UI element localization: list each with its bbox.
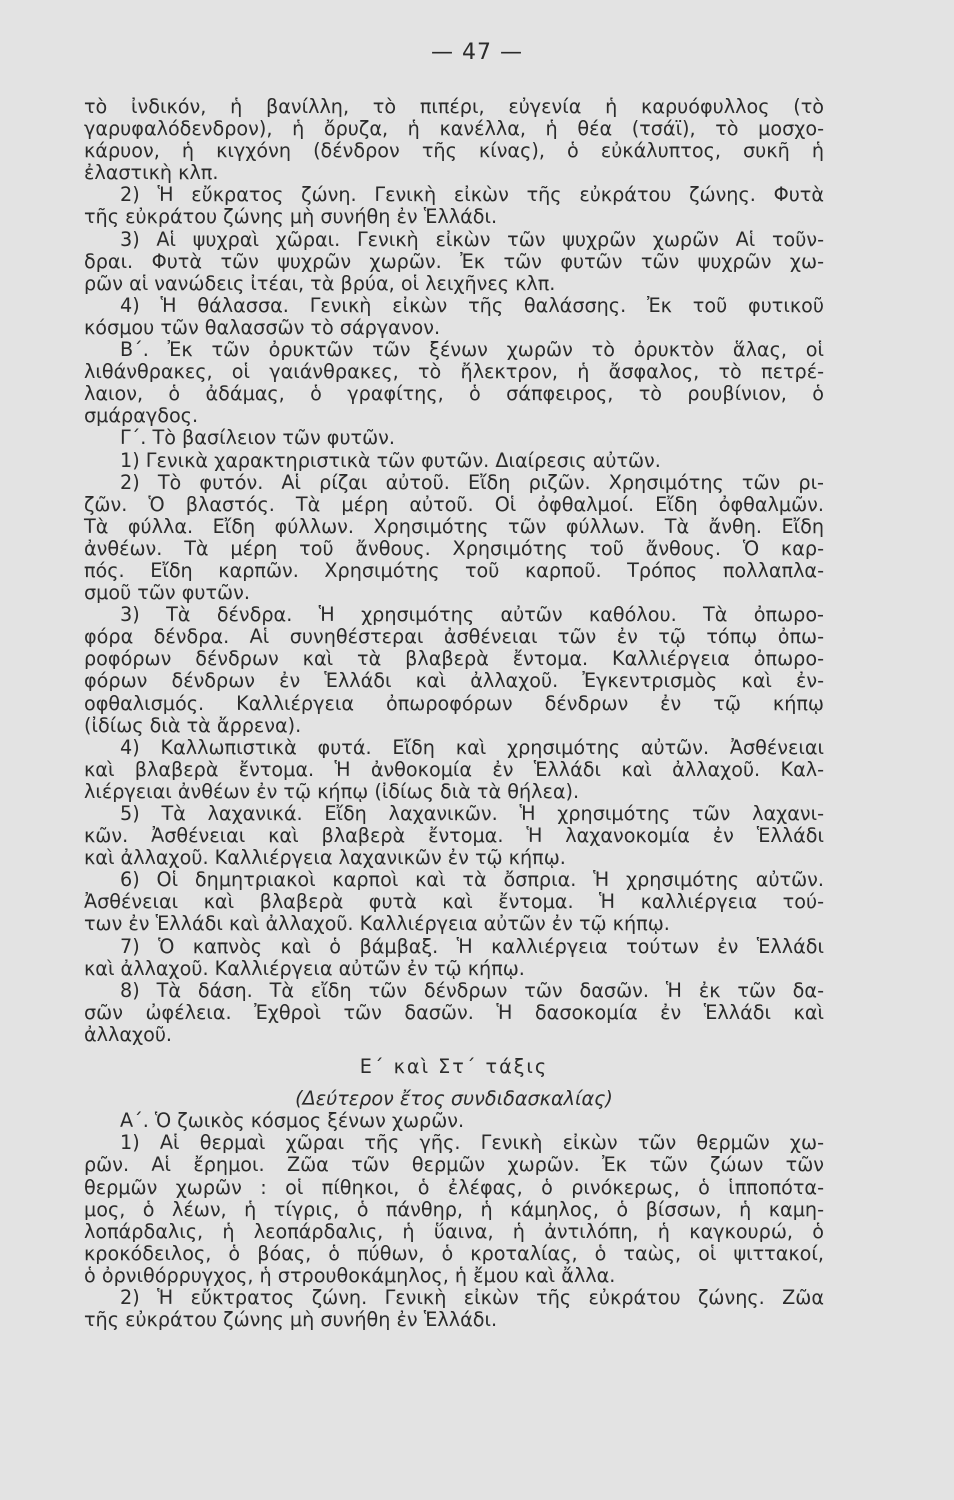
text-line: 7) Ὁ καπνὸς καὶ ὁ βάμβαξ. Ἡ καλλιέργεια τούτων ἐν Ἑλλάδι [120,934,824,958]
section-heading: Ε΄ καὶ Στ΄ τάξις [359,1055,549,1079]
page-number: — 47 — [431,40,523,65]
text-line: σμοῦ τῶν φυτῶν. [84,581,250,605]
text-line: καὶ βλαβερὰ ἔντομα. Ἡ ἀνθοκομία ἐν Ἑλλάδι καὶ ἀλλαχοῦ. Καλ- [84,757,824,781]
text-line: δραι. Φυτὰ τῶν ψυχρῶν χωρῶν. Ἐκ τῶν φυτῶν τῶν ψυχρῶν χω- [84,249,824,273]
text-line: λοπάρδαλις, ἡ λεοπάρδαλις, ἡ ὕαινα, ἡ ἀντιλόπη, ἡ καγκουρώ, ὁ [84,1219,824,1243]
text-line: κάρυον, ἡ κιγχόνη (δένδρον τῆς κίνας), ὁ εὐκάλυπτος, συκῆ ἡ [84,139,824,163]
text-line: Γ΄. Τὸ βασίλειον τῶν φυτῶν. [120,426,395,450]
text-line: ὁ ὀρνιθόρρυγχος, ἡ στρουθοκάμηλος, ἡ ἔμου καὶ ἄλλα. [84,1263,616,1287]
curriculum-text-part-b [84,1110,824,1331]
text-line: ροφόρων δένδρων καὶ τὰ βλαβερὰ ἔντομα. Καλλιέργεια ὀπωρο- [84,647,824,671]
text-line: Τὰ φύλλα. Εἴδη φύλλων. Χρησιμότης τῶν φύλλων. Τὰ ἄνθη. Εἴδη [84,514,824,538]
text-block [84,96,824,1331]
text-line: 5) Τὰ λαχανικά. Εἴδη λαχανικῶν. Ἡ χρησιμότης τῶν λαχανι- [120,802,824,825]
text-line: τῆς εὐκράτου ζώνης μὴ συνήθη ἐν Ἑλλάδι. [84,1308,498,1332]
text-line: ρῶν αἱ νανώδεις ἰτέαι, τὰ βρύα, οἱ λειχῆνες κλπ. [84,271,556,295]
text-line: θερμῶν χωρῶν : οἱ πίθηκοι, ὁ ἐλέφας, ὁ ρινόκερως, ὁ ἱπποπότα- [84,1175,824,1199]
text-line: 2) Ἡ εὔκρατος ζώνη. Γενικὴ εἰκὼν τῆς εὐκράτου ζώνης. Φυτὰ [120,183,824,207]
text-line: 6) Οἱ δημητριακοὶ καρποὶ καὶ τὰ ὄσπρια. Ἡ χρησιμότης αὐτῶν. [120,868,824,892]
text-line: οφθαλισμός. Καλλιέργεια ὀπωροφόρων δένδρων ἐν τῷ κήπῳ [84,691,824,715]
section-subheading: (Δεύτερον ἔτος συνδιδασκαλίας) [295,1087,613,1111]
text-line: λαιον, ὁ ἀδάμας, ὁ γραφίτης, ὁ σάπφειρος, τὸ ρουβίνιον, ὁ [84,382,824,406]
text-line: 1) Αἱ θερμαὶ χῶραι τῆς γῆς. Γενικὴ εἰκὼν τῶν θερμῶν χω- [120,1131,824,1155]
text-line: Α΄. Ὁ ζωικὸς κόσμος ξένων χωρῶν. [120,1109,465,1133]
text-line: ρῶν. Αἱ ἔρημοι. Ζῶα τῶν θερμῶν χωρῶν. Ἐκ τῶν ζώων τῶν [84,1153,824,1177]
curriculum-text-part-a [84,96,824,1046]
text-line: λιθάνθρακες, οἱ γαιάνθρακες, τὸ ἤλεκτρον, ἡ ἄσφαλος, τὸ πετρέ- [84,360,824,384]
text-line: ἐλαστικὴ κλπ. [84,161,219,185]
text-line: 2) Ἡ εὔκτρατος ζώνη. Γενικὴ εἰκὼν τῆς εὐκράτου ζώνης. Ζῶα [120,1285,824,1309]
text-line: κόσμου τῶν θαλασσῶν τὸ σάργανον. [84,315,441,339]
text-line: καὶ ἀλλαχοῦ. Καλλιέργεια αὐτῶν ἐν τῷ κήπῳ. [84,956,525,980]
text-line: ἀνθέων. Τὰ μέρη τοῦ ἄνθους. Χρησιμότης τοῦ ἄνθους. Ὁ καρ- [84,536,824,560]
text-line: 4) Ἡ θάλασσα. Γενικὴ εἰκὼν τῆς θαλάσσης. Ἐκ τοῦ φυτικοῦ [120,293,824,317]
text-line: (ἰδίως διὰ τὰ ἄρρενα). [84,713,302,737]
text-line: καὶ ἀλλαχοῦ. Καλλιέργεια λαχανικῶν ἐν τῷ κήπῳ. [84,846,566,870]
text-line: σῶν ὠφέλεια. Ἐχθροὶ τῶν δασῶν. Ἡ δασοκομία ἐν Ἑλλάδι καὶ [84,1000,824,1024]
text-line: 3) Τὰ δένδρα. Ἡ χρησιμότης αὐτῶν καθόλου. Τὰ ὀπωρο- [120,603,824,627]
text-line: γαρυφαλόδενδρον), ἡ ὄρυζα, ἡ κανέλλα, ἡ θέα (τσάϊ), τὸ μοσχο- [84,117,824,141]
text-line: 3) Αἱ ψυχραὶ χῶραι. Γενικὴ εἰκὼν τῶν ψυχρῶν χωρῶν Αἱ τοῦν- [120,227,824,251]
text-line: 1) Γενικὰ χαρακτηριστικὰ τῶν φυτῶν. Διαίρεσις αὐτῶν. [120,448,661,472]
text-line: φόρα δένδρα. Αἱ συνηθέστεραι ἀσθένειαι τῶν ἐν τῷ τόπῳ ὀπω- [84,625,824,649]
text-line: σμάραγδος. [84,404,199,428]
text-line: τῆς εὐκράτου ζώνης μὴ συνήθη ἐν Ἑλλάδι. [84,205,498,229]
text-line: τὸ ἰνδικόν, ἡ βανίλλη, τὸ πιπέρι, εὐγενία ἡ καρυόφυλλος (τὸ [84,95,824,118]
text-line: λιέργειαι ἀνθέων ἐν τῷ κήπῳ (ἰδίως διὰ τὰ θήλεα). [84,779,580,803]
text-line: πός. Εἴδη καρπῶν. Χρησιμότης τοῦ καρποῦ. Τρόπος πολλαπλα- [84,558,824,582]
text-line: 4) Καλλωπιστικὰ φυτά. Εἴδη καὶ χρησιμότης αὐτῶν. Ἀσθένειαι [120,735,824,759]
text-line: μος, ὁ λέων, ἡ τίγρις, ὁ πάνθηρ, ἡ κάμηλος, ὁ βίσσων, ἡ καμη- [84,1197,824,1221]
text-line: 8) Τὰ δάση. Τὰ εἴδη τῶν δένδρων τῶν δασῶν. Ἡ ἐκ τῶν δα- [120,978,824,1002]
text-line: ζῶν. Ὁ βλαστός. Τὰ μέρη αὐτοῦ. Οἱ ὀφθαλμοί. Εἴδη ὀφθαλμῶν. [84,492,824,516]
text-line: φόρων δένδρων ἐν Ἑλλάδι καὶ ἀλλαχοῦ. Ἐγκεντρισμὸς καὶ ἐν- [84,669,824,693]
text-line: κῶν. Ἀσθένειαι καὶ βλαβερὰ ἔντομα. Ἡ λαχανοκομία ἐν Ἑλλάδι [84,824,824,848]
text-line: 2) Τὸ φυτόν. Αἱ ρίζαι αὐτοῦ. Εἴδη ριζῶν. Χρησιμότης τῶν ρι- [120,470,824,494]
text-line: κροκόδειλος, ὁ βόας, ὁ πύθων, ὁ κροταλίας, ὁ ταὼς, οἱ ψιττακοί, [84,1241,824,1265]
text-line: ἀλλαχοῦ. [84,1022,173,1046]
text-line: των ἐν Ἑλλάδι καὶ ἀλλαχοῦ. Καλλιέργεια αὐτῶν ἐν τῷ κήπῳ. [84,912,670,936]
text-line: Ἀσθένειαι καὶ βλαβερὰ φυτὰ καὶ ἔντομα. Ἡ καλλιέργεια τού- [84,890,824,914]
text-line: Β΄. Ἐκ τῶν ὀρυκτῶν τῶν ξένων χωρῶν τὸ ὀρυκτὸν ἅλας, οἱ [120,338,824,362]
